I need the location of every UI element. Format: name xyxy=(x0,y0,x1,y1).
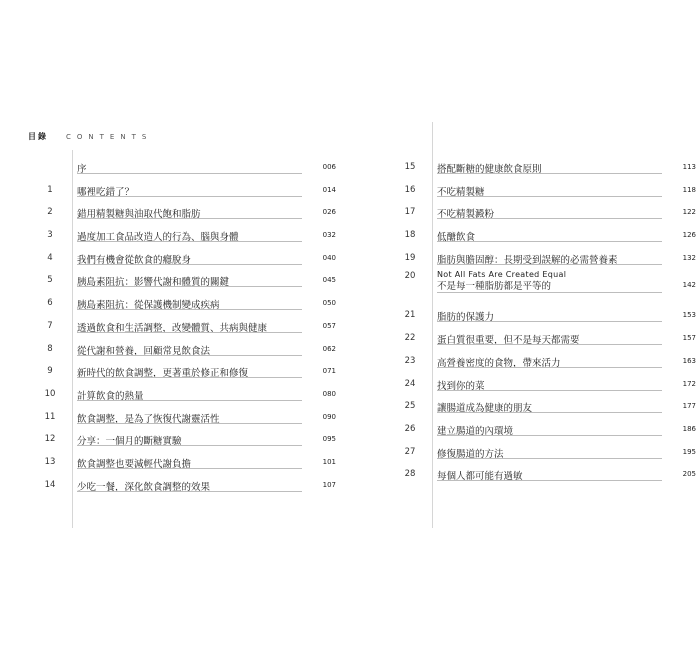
toc-entry xyxy=(36,181,336,204)
page-number: 177 xyxy=(682,402,696,411)
page-number: 122 xyxy=(682,208,696,217)
page-number: 205 xyxy=(682,470,696,479)
chapter-number: 24 xyxy=(404,378,416,389)
page-number: 090 xyxy=(322,412,336,421)
leader-rule xyxy=(77,491,302,492)
leader-rule xyxy=(77,173,302,174)
chapter-title: 計算飲食的熱量 xyxy=(77,390,144,402)
toc-left-column xyxy=(36,158,336,498)
toc-entry xyxy=(396,203,696,226)
leader-rule xyxy=(437,218,662,219)
page-number: 026 xyxy=(322,208,336,217)
page-number: 126 xyxy=(682,231,696,240)
chapter-title: 搭配斷糖的健康飲食原則 xyxy=(437,164,542,175)
chapter-title: 讓腸道成為健康的朋友 xyxy=(437,403,533,415)
chapter-number: 14 xyxy=(44,479,56,490)
toc-entry xyxy=(396,306,696,329)
leader-rule xyxy=(77,309,302,310)
chapter-number: 3 xyxy=(47,230,53,241)
leader-rule xyxy=(77,377,302,378)
chapter-number: 12 xyxy=(44,434,56,445)
chapter-number: 19 xyxy=(404,252,416,263)
toc-header xyxy=(28,131,152,142)
chapter-number: 4 xyxy=(47,252,53,263)
toc-entry xyxy=(396,420,696,443)
leader-rule xyxy=(77,286,302,287)
page-number: 071 xyxy=(322,367,336,376)
chapter-number: 8 xyxy=(47,343,53,354)
page-number: 057 xyxy=(322,321,336,330)
toc-entry xyxy=(396,226,696,249)
chapter-number: 15 xyxy=(404,162,416,172)
chapter-number: 26 xyxy=(404,423,416,434)
toc-right-column xyxy=(396,158,696,488)
page-number: 080 xyxy=(322,389,336,398)
chapter-number: 5 xyxy=(47,275,53,286)
toc-entry xyxy=(36,340,336,363)
chapter-title: 每個人都可能有過敏 xyxy=(437,471,523,483)
chapter-title: 找到你的菜 xyxy=(437,380,485,392)
page-number: 195 xyxy=(682,447,696,456)
toc-title-en: CONTENTS xyxy=(66,132,153,141)
toc-entry xyxy=(36,362,336,385)
chapter-title: 我們有機會從飲食的癮脫身 xyxy=(77,254,192,266)
leader-rule xyxy=(77,355,302,356)
toc-entry xyxy=(36,453,336,476)
page-number: 107 xyxy=(322,480,336,489)
leader-rule xyxy=(77,445,302,446)
page-number: 062 xyxy=(322,344,336,353)
page-number: 040 xyxy=(322,253,336,262)
leader-rule xyxy=(437,435,662,436)
chapter-number: 18 xyxy=(404,230,416,241)
chapter-title: 胰島素阻抗：影響代謝和體質的關鍵 xyxy=(77,277,230,289)
toc-entry xyxy=(396,249,696,272)
chapter-title: 不吃精製澱粉 xyxy=(437,209,495,221)
toc-entry xyxy=(36,385,336,408)
leader-rule xyxy=(77,423,302,424)
chapter-title: 修復腸道的方法 xyxy=(437,448,504,460)
toc-entry xyxy=(396,158,696,181)
toc-entry xyxy=(36,476,336,499)
chapter-title xyxy=(437,269,566,293)
toc-entry xyxy=(36,249,336,272)
chapter-title: 序 xyxy=(77,164,87,175)
chapter-title: 不吃精製糖 xyxy=(437,186,485,198)
leader-rule xyxy=(77,196,302,197)
chapter-number: 16 xyxy=(404,184,416,195)
toc-entry xyxy=(396,329,696,352)
chapter-title: 從代謝和營養，回顧常見飲食法 xyxy=(77,345,211,357)
toc-entry xyxy=(36,408,336,431)
toc-entry xyxy=(396,465,696,488)
leader-rule xyxy=(437,264,662,265)
page-number: 101 xyxy=(322,457,336,466)
toc-entry xyxy=(36,430,336,453)
chapter-title: 新時代的飲食調整，更著重於修正和修復 xyxy=(77,368,249,380)
toc-entry xyxy=(36,226,336,249)
chapter-title: 高營養密度的食物，帶來活力 xyxy=(437,357,561,369)
chapter-title: 飲食調整，是為了恢復代謝靈活性 xyxy=(77,413,220,425)
chapter-title: 分享：一個月的斷糖實驗 xyxy=(77,436,182,448)
chapter-number: 25 xyxy=(404,401,416,412)
page-number: 032 xyxy=(322,231,336,240)
leader-rule xyxy=(77,218,302,219)
chapter-title-en: Not All Fats Are Created Equal xyxy=(437,270,567,280)
toc-entry xyxy=(36,271,336,294)
leader-rule xyxy=(437,480,662,481)
leader-rule xyxy=(437,367,662,368)
chapter-title-zh: 不是每一種脂肪都是平等的 xyxy=(437,281,552,293)
toc-entry xyxy=(36,158,336,181)
chapter-number: 21 xyxy=(404,310,416,321)
page-number: 045 xyxy=(322,276,336,285)
page-number: 163 xyxy=(682,356,696,365)
chapter-number: 7 xyxy=(47,320,53,331)
chapter-number: 20 xyxy=(404,271,416,282)
leader-rule xyxy=(437,412,662,413)
leader-rule xyxy=(77,241,302,242)
page-number: 014 xyxy=(322,185,336,194)
chapter-number: 9 xyxy=(47,366,53,377)
chapter-number: 28 xyxy=(404,469,416,480)
toc-entry xyxy=(396,271,696,306)
chapter-number: 23 xyxy=(404,355,416,366)
toc-entry xyxy=(396,375,696,398)
chapter-number: 22 xyxy=(404,333,416,344)
leader-rule xyxy=(77,264,302,265)
chapter-title: 過度加工食品改造人的行為、腦與身體 xyxy=(77,232,239,244)
chapter-title: 哪裡吃錯了？ xyxy=(77,186,135,198)
leader-rule xyxy=(437,458,662,459)
toc-entry xyxy=(396,443,696,466)
leader-rule xyxy=(437,196,662,197)
chapter-number: 6 xyxy=(47,298,53,309)
leader-rule xyxy=(77,332,302,333)
page-number: 153 xyxy=(682,311,696,320)
leader-rule xyxy=(437,173,662,174)
toc-entry xyxy=(396,397,696,420)
chapter-title: 低醣飲食 xyxy=(437,232,476,244)
toc-entry xyxy=(36,317,336,340)
chapter-number: 11 xyxy=(44,411,56,422)
page-number: 095 xyxy=(322,435,336,444)
leader-rule xyxy=(437,321,662,322)
chapter-title: 透過飲食和生活調整，改變體質、共病與健康 xyxy=(77,322,268,334)
page-number: 050 xyxy=(322,299,336,308)
chapter-title: 脂肪與膽固醇：長期受到誤解的必需營養素 xyxy=(437,254,618,266)
chapter-title: 錯用精製糖與油取代飽和脂肪 xyxy=(77,209,201,221)
toc-title-zh: 目錄 xyxy=(28,132,48,141)
chapter-title: 建立腸道的內環境 xyxy=(437,425,514,437)
chapter-title: 飲食調整也要減輕代謝負擔 xyxy=(77,458,192,470)
page-number: 118 xyxy=(682,185,696,194)
chapter-number: 27 xyxy=(404,446,416,457)
page-number: 157 xyxy=(682,334,696,343)
toc-entry xyxy=(36,294,336,317)
leader-rule xyxy=(77,400,302,401)
page-number: 142 xyxy=(682,281,696,290)
chapter-number: 10 xyxy=(44,388,56,399)
leader-rule xyxy=(437,344,662,345)
chapter-number: 1 xyxy=(47,184,53,195)
toc-entry xyxy=(396,181,696,204)
toc-entry xyxy=(36,203,336,226)
page-number: 132 xyxy=(682,253,696,262)
chapter-number: 2 xyxy=(47,207,53,218)
leader-rule xyxy=(77,468,302,469)
chapter-title: 脂肪的保護力 xyxy=(437,312,495,324)
page-number: 113 xyxy=(682,163,696,171)
chapter-title: 胰島素阻抗：從保護機制變成疾病 xyxy=(77,300,220,312)
chapter-number: 13 xyxy=(44,456,56,467)
chapter-title: 少吃一餐，深化飲食調整的效果 xyxy=(77,481,211,493)
page-number: 186 xyxy=(682,424,696,433)
leader-rule xyxy=(437,390,662,391)
leader-rule xyxy=(437,292,662,293)
page-number: 172 xyxy=(682,379,696,388)
leader-rule xyxy=(437,241,662,242)
toc-entry xyxy=(396,352,696,375)
page-number: 006 xyxy=(322,163,336,171)
chapter-number: 17 xyxy=(404,207,416,218)
chapter-title: 蛋白質很重要，但不是每天都需要 xyxy=(437,335,580,347)
